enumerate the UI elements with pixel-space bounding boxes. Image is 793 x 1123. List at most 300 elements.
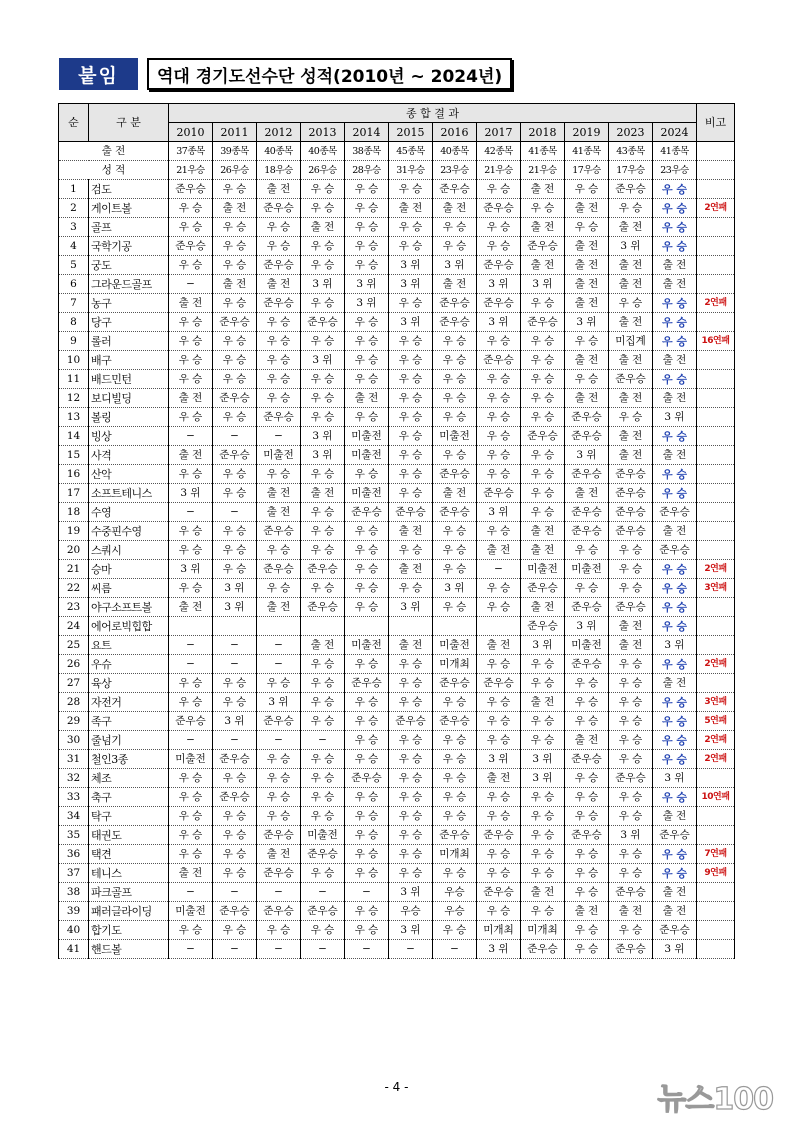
table-row bbox=[59, 940, 735, 959]
result-cell: 3 위 bbox=[653, 940, 697, 959]
result-cell: 3 위 bbox=[301, 351, 345, 370]
note-cell bbox=[697, 351, 735, 370]
result-cell: 출 전 bbox=[257, 598, 301, 617]
result-cell: 우 승 bbox=[213, 484, 257, 503]
result-cell: 우 승 bbox=[653, 598, 697, 617]
result-cell: 우 승 bbox=[169, 541, 213, 560]
result-cell: 우 승 bbox=[301, 864, 345, 883]
result-cell: 우 승 bbox=[345, 218, 389, 237]
event-name: 농구 bbox=[89, 294, 169, 313]
result-cell bbox=[213, 617, 257, 636]
result-cell: 우 승 bbox=[213, 408, 257, 427]
result-cell: 우 승 bbox=[389, 484, 433, 503]
result-cell: 준우승 bbox=[653, 826, 697, 845]
rank-cell: 25 bbox=[59, 636, 89, 655]
result-cell: 준우승 bbox=[653, 541, 697, 560]
result-cell: 준우승 bbox=[565, 427, 609, 446]
result-cell: 준우승 bbox=[301, 560, 345, 579]
year-header: 2012 bbox=[257, 123, 301, 142]
result-cell: 우 승 bbox=[565, 693, 609, 712]
result-cell: 출 전 bbox=[301, 484, 345, 503]
result-cell: 우 승 bbox=[257, 769, 301, 788]
rank-cell: 3 bbox=[59, 218, 89, 237]
result-cell: 우 승 bbox=[565, 218, 609, 237]
result-cell: 우 승 bbox=[389, 826, 433, 845]
result-cell: 출 전 bbox=[389, 199, 433, 218]
result-cell: 출 전 bbox=[521, 218, 565, 237]
rank-cell: 13 bbox=[59, 408, 89, 427]
result-cell: 우 승 bbox=[477, 902, 521, 921]
result-cell: 우 승 bbox=[521, 845, 565, 864]
result-cell: 우 승 bbox=[301, 294, 345, 313]
note-header: 비고 bbox=[697, 104, 735, 142]
event-name: 당구 bbox=[89, 313, 169, 332]
result-cell: 3 위 bbox=[565, 617, 609, 636]
note-cell bbox=[697, 161, 735, 180]
result-cell: 출 전 bbox=[521, 883, 565, 902]
result-cell: − bbox=[169, 655, 213, 674]
result-cell: − bbox=[389, 940, 433, 959]
result-cell: 준우승 bbox=[257, 256, 301, 275]
result-cell: 우 승 bbox=[433, 750, 477, 769]
result-cell: 우 승 bbox=[565, 769, 609, 788]
result-cell: 3 위 bbox=[301, 427, 345, 446]
result-cell: 준우승 bbox=[257, 902, 301, 921]
result-cell: 우 승 bbox=[213, 256, 257, 275]
result-cell: 출 전 bbox=[609, 275, 653, 294]
rank-cell: 35 bbox=[59, 826, 89, 845]
result-cell: 우 승 bbox=[521, 351, 565, 370]
result-cell: 준우승 bbox=[565, 750, 609, 769]
event-name: 합기도 bbox=[89, 921, 169, 940]
result-cell: 준우승 bbox=[653, 503, 697, 522]
note-cell bbox=[697, 237, 735, 256]
event-name: 수영 bbox=[89, 503, 169, 522]
result-cell: − bbox=[169, 427, 213, 446]
result-cell: 우 승 bbox=[345, 541, 389, 560]
result-cell: 준우승 bbox=[565, 408, 609, 427]
result-cell: 우 승 bbox=[389, 674, 433, 693]
result-cell: 우 승 bbox=[477, 389, 521, 408]
event-name: 그라운드골프 bbox=[89, 275, 169, 294]
result-cell: 준우승 bbox=[345, 503, 389, 522]
result-cell: 우 승 bbox=[389, 427, 433, 446]
result-cell: 우 승 bbox=[389, 294, 433, 313]
result-cell: 우 승 bbox=[433, 598, 477, 617]
result-cell: 우 승 bbox=[565, 921, 609, 940]
result-cell: 우 승 bbox=[565, 940, 609, 959]
result-cell: 우 승 bbox=[169, 522, 213, 541]
result-cell: 출 전 bbox=[257, 503, 301, 522]
result-cell: 준우승 bbox=[477, 674, 521, 693]
result-cell: 출 전 bbox=[169, 864, 213, 883]
result-cell: 출 전 bbox=[653, 275, 697, 294]
result-cell: 우 승 bbox=[565, 332, 609, 351]
result-cell: 준우승 bbox=[257, 712, 301, 731]
result-cell: 출 전 bbox=[433, 484, 477, 503]
result-cell: 출 전 bbox=[653, 389, 697, 408]
result-cell: 준우승 bbox=[609, 940, 653, 959]
rank-cell: 8 bbox=[59, 313, 89, 332]
result-cell: 우 승 bbox=[257, 389, 301, 408]
result-cell: − bbox=[213, 731, 257, 750]
result-cell: 우 승 bbox=[521, 484, 565, 503]
note-cell: 2연패 bbox=[697, 731, 735, 750]
result-cell: 우 승 bbox=[213, 864, 257, 883]
result-cell: 출 전 bbox=[257, 275, 301, 294]
result-cell: − bbox=[301, 883, 345, 902]
result-cell: − bbox=[213, 503, 257, 522]
result-cell: 우 승 bbox=[345, 788, 389, 807]
result-cell: 우 승 bbox=[609, 408, 653, 427]
result-cell: 우 승 bbox=[213, 351, 257, 370]
result-cell: 준우승 bbox=[565, 826, 609, 845]
result-cell: 우 승 bbox=[389, 788, 433, 807]
result-cell: 출 전 bbox=[565, 731, 609, 750]
table-row bbox=[59, 446, 735, 465]
result-cell: − bbox=[169, 275, 213, 294]
event-name: 택견 bbox=[89, 845, 169, 864]
result-cell: 준우승 bbox=[477, 883, 521, 902]
table-row bbox=[59, 180, 735, 199]
result-cell: 3 위 bbox=[609, 826, 653, 845]
note-cell: 2연패 bbox=[697, 560, 735, 579]
note-cell bbox=[697, 617, 735, 636]
result-cell: 우 승 bbox=[433, 351, 477, 370]
event-name: 육상 bbox=[89, 674, 169, 693]
result-cell: 출 전 bbox=[609, 427, 653, 446]
result-cell: 3 위 bbox=[477, 750, 521, 769]
result-cell: − bbox=[169, 940, 213, 959]
note-cell: 5연패 bbox=[697, 712, 735, 731]
result-cell: 우 승 bbox=[609, 788, 653, 807]
result-cell: 우 승 bbox=[345, 579, 389, 598]
result-cell: 미개최 bbox=[521, 921, 565, 940]
result-cell: − bbox=[301, 731, 345, 750]
table-row bbox=[59, 712, 735, 731]
result-cell: − bbox=[477, 560, 521, 579]
entries-cell: 45종목 bbox=[389, 142, 433, 161]
table-row bbox=[59, 674, 735, 693]
result-cell: 우 승 bbox=[521, 370, 565, 389]
result-cell: 우 승 bbox=[609, 807, 653, 826]
rank-cell: 40 bbox=[59, 921, 89, 940]
rank-cell: 29 bbox=[59, 712, 89, 731]
result-cell: 우 승 bbox=[653, 218, 697, 237]
result-cell: 우 승 bbox=[213, 370, 257, 389]
event-name: 파크골프 bbox=[89, 883, 169, 902]
result-cell: 3 위 bbox=[521, 769, 565, 788]
event-name: 궁도 bbox=[89, 256, 169, 275]
result-cell: 출 전 bbox=[565, 275, 609, 294]
result-cell: 우 승 bbox=[257, 332, 301, 351]
result-cell: 우 승 bbox=[213, 921, 257, 940]
result-cell: 우 승 bbox=[389, 731, 433, 750]
result-cell: 출 전 bbox=[609, 636, 653, 655]
event-name: 배구 bbox=[89, 351, 169, 370]
result-cell: 우 승 bbox=[521, 446, 565, 465]
event-name: 태권도 bbox=[89, 826, 169, 845]
result-cell: 출 전 bbox=[389, 560, 433, 579]
table-row bbox=[59, 579, 735, 598]
result-cell: 우 승 bbox=[433, 864, 477, 883]
result-cell: 우 승 bbox=[477, 788, 521, 807]
result-cell: 우 승 bbox=[345, 807, 389, 826]
result-cell: 준우승 bbox=[477, 256, 521, 275]
event-name: 보디빌딩 bbox=[89, 389, 169, 408]
event-name: 검도 bbox=[89, 180, 169, 199]
result-cell: 3 위 bbox=[301, 275, 345, 294]
result-cell: 우 승 bbox=[169, 332, 213, 351]
result-cell: 우 승 bbox=[477, 598, 521, 617]
note-cell bbox=[697, 256, 735, 275]
result-cell: 준우승 bbox=[521, 237, 565, 256]
result-cell: 우 승 bbox=[477, 180, 521, 199]
rank-cell: 1 bbox=[59, 180, 89, 199]
result-cell: 출 전 bbox=[257, 484, 301, 503]
result-cell: 미출전 bbox=[345, 427, 389, 446]
result-cell: 준우승 bbox=[609, 769, 653, 788]
result-cell: 우 승 bbox=[433, 332, 477, 351]
result-cell: 우승 bbox=[433, 902, 477, 921]
result-cell: 우 승 bbox=[653, 427, 697, 446]
note-cell: 10연패 bbox=[697, 788, 735, 807]
table-row bbox=[59, 731, 735, 750]
result-cell: 우 승 bbox=[653, 313, 697, 332]
result-cell: 준우승 bbox=[213, 788, 257, 807]
result-cell: 3 위 bbox=[389, 256, 433, 275]
result-cell: 출 전 bbox=[389, 636, 433, 655]
result-cell: 우 승 bbox=[609, 294, 653, 313]
result-cell: 준우승 bbox=[213, 389, 257, 408]
year-header: 2010 bbox=[169, 123, 213, 142]
result-cell: 우 승 bbox=[345, 237, 389, 256]
event-name: 롤러 bbox=[89, 332, 169, 351]
result-cell: 우 승 bbox=[345, 902, 389, 921]
result-cell: 준우승 bbox=[301, 845, 345, 864]
result-cell: 우 승 bbox=[653, 579, 697, 598]
result-cell: 준우승 bbox=[653, 921, 697, 940]
result-cell: 우 승 bbox=[653, 484, 697, 503]
results-table bbox=[58, 103, 735, 959]
event-name: 사격 bbox=[89, 446, 169, 465]
result-cell: 우 승 bbox=[301, 769, 345, 788]
entries-cell: 41종목 bbox=[521, 142, 565, 161]
rank-cell: 19 bbox=[59, 522, 89, 541]
result-cell: 우 승 bbox=[389, 218, 433, 237]
result-cell: 준우승 bbox=[169, 237, 213, 256]
result-cell: 우 승 bbox=[257, 313, 301, 332]
result-cell: − bbox=[257, 427, 301, 446]
note-cell bbox=[697, 408, 735, 427]
result-cell: 우 승 bbox=[433, 921, 477, 940]
rank-header: 순 bbox=[59, 104, 89, 142]
result-cell: 준우승 bbox=[521, 579, 565, 598]
result-cell: 우 승 bbox=[213, 826, 257, 845]
result-cell: 우 승 bbox=[213, 294, 257, 313]
result-cell: 우 승 bbox=[521, 408, 565, 427]
document-title: 역대 경기도선수단 성적(2010년 ~ 2024년) bbox=[147, 58, 512, 90]
result-cell: 출 전 bbox=[609, 446, 653, 465]
result-cell: 준우승 bbox=[345, 674, 389, 693]
result-cell: 준우승 bbox=[609, 370, 653, 389]
result-cell: 준우승 bbox=[609, 598, 653, 617]
result-cell: 우 승 bbox=[213, 807, 257, 826]
result-cell: 우 승 bbox=[389, 370, 433, 389]
note-cell bbox=[697, 218, 735, 237]
year-header: 2011 bbox=[213, 123, 257, 142]
table-row bbox=[59, 560, 735, 579]
result-cell: 3 위 bbox=[477, 313, 521, 332]
result-cell: 우 승 bbox=[301, 199, 345, 218]
results-cell: 21우승 bbox=[521, 161, 565, 180]
result-cell: 우 승 bbox=[521, 332, 565, 351]
event-name: 자전거 bbox=[89, 693, 169, 712]
result-cell: 우 승 bbox=[389, 693, 433, 712]
result-cell: 우 승 bbox=[345, 408, 389, 427]
rank-cell: 7 bbox=[59, 294, 89, 313]
result-cell: − bbox=[345, 940, 389, 959]
result-cell: 우 승 bbox=[345, 522, 389, 541]
entries-cell: 38종목 bbox=[345, 142, 389, 161]
attachment-badge: 붙임 bbox=[59, 58, 138, 90]
event-name: 게이트볼 bbox=[89, 199, 169, 218]
result-cell: 우 승 bbox=[477, 446, 521, 465]
result-cell: 우 승 bbox=[653, 845, 697, 864]
result-cell: 3 위 bbox=[169, 484, 213, 503]
result-cell: 출 전 bbox=[345, 389, 389, 408]
note-cell: 16연패 bbox=[697, 332, 735, 351]
result-cell: − bbox=[213, 655, 257, 674]
result-cell: − bbox=[213, 636, 257, 655]
result-cell: 우 승 bbox=[609, 712, 653, 731]
result-cell: 3 위 bbox=[433, 579, 477, 598]
result-cell: 우 승 bbox=[477, 218, 521, 237]
note-cell: 2연패 bbox=[697, 199, 735, 218]
result-cell: 우 승 bbox=[433, 237, 477, 256]
result-cell: 준우승 bbox=[477, 351, 521, 370]
result-cell: 출 전 bbox=[257, 845, 301, 864]
rank-cell: 17 bbox=[59, 484, 89, 503]
result-cell: 3 위 bbox=[521, 750, 565, 769]
result-cell: 우 승 bbox=[477, 522, 521, 541]
event-name: 씨름 bbox=[89, 579, 169, 598]
result-cell: 미출전 bbox=[433, 427, 477, 446]
result-cell: 우 승 bbox=[345, 351, 389, 370]
result-cell: 우 승 bbox=[521, 826, 565, 845]
result-cell: 우 승 bbox=[477, 731, 521, 750]
result-cell: 우 승 bbox=[213, 522, 257, 541]
result-cell: 우 승 bbox=[653, 332, 697, 351]
table-row bbox=[59, 788, 735, 807]
event-name: 족구 bbox=[89, 712, 169, 731]
results-cell: 17우승 bbox=[609, 161, 653, 180]
note-cell bbox=[697, 940, 735, 959]
result-cell: 우 승 bbox=[389, 541, 433, 560]
rank-cell: 11 bbox=[59, 370, 89, 389]
table-row bbox=[59, 636, 735, 655]
result-cell: 우 승 bbox=[389, 446, 433, 465]
result-cell: 출 전 bbox=[609, 389, 653, 408]
result-cell: 우승 bbox=[433, 883, 477, 902]
result-cell: 준우승 bbox=[213, 446, 257, 465]
note-cell bbox=[697, 883, 735, 902]
result-cell: 우 승 bbox=[213, 845, 257, 864]
year-header: 2018 bbox=[521, 123, 565, 142]
note-cell bbox=[697, 446, 735, 465]
table-row bbox=[59, 655, 735, 674]
result-cell: 3 위 bbox=[653, 769, 697, 788]
result-cell: 우 승 bbox=[301, 579, 345, 598]
result-cell: 우 승 bbox=[521, 294, 565, 313]
entries-label: 출 전 bbox=[59, 142, 169, 161]
result-cell: 준우승 bbox=[609, 465, 653, 484]
result-cell: 우 승 bbox=[345, 826, 389, 845]
rank-cell: 27 bbox=[59, 674, 89, 693]
result-cell: 우 승 bbox=[477, 693, 521, 712]
result-cell: 출 전 bbox=[521, 693, 565, 712]
result-cell: 우 승 bbox=[345, 921, 389, 940]
table-row bbox=[59, 408, 735, 427]
note-cell bbox=[697, 902, 735, 921]
result-cell: 우 승 bbox=[389, 465, 433, 484]
rank-cell: 12 bbox=[59, 389, 89, 408]
result-cell: 3 위 bbox=[169, 560, 213, 579]
note-cell bbox=[697, 465, 735, 484]
result-cell: 우 승 bbox=[565, 180, 609, 199]
result-cell: 우 승 bbox=[345, 313, 389, 332]
table-row bbox=[59, 484, 735, 503]
result-cell: 우 승 bbox=[301, 180, 345, 199]
result-cell: 우 승 bbox=[301, 788, 345, 807]
results-cell: 23우승 bbox=[433, 161, 477, 180]
result-cell: 우 승 bbox=[345, 693, 389, 712]
note-cell bbox=[697, 522, 735, 541]
result-cell: 우 승 bbox=[653, 617, 697, 636]
result-cell: 우 승 bbox=[609, 750, 653, 769]
result-cell: 우 승 bbox=[609, 655, 653, 674]
result-cell: 우 승 bbox=[169, 826, 213, 845]
result-cell: 준우승 bbox=[565, 598, 609, 617]
result-cell: − bbox=[257, 883, 301, 902]
result-cell: 우 승 bbox=[169, 313, 213, 332]
result-cell: 우 승 bbox=[345, 370, 389, 389]
result-cell: 미개최 bbox=[477, 921, 521, 940]
result-cell: 우 승 bbox=[213, 541, 257, 560]
result-cell: 우 승 bbox=[301, 921, 345, 940]
result-cell: 준우승 bbox=[433, 826, 477, 845]
entries-cell: 43종목 bbox=[609, 142, 653, 161]
result-cell: 우 승 bbox=[565, 845, 609, 864]
result-cell: 우 승 bbox=[565, 541, 609, 560]
results-cell: 17우승 bbox=[565, 161, 609, 180]
rank-cell: 22 bbox=[59, 579, 89, 598]
result-cell: 준우승 bbox=[565, 655, 609, 674]
event-name: 배드민턴 bbox=[89, 370, 169, 389]
result-cell: 준우승 bbox=[433, 313, 477, 332]
result-cell: 우 승 bbox=[389, 389, 433, 408]
result-cell: − bbox=[213, 940, 257, 959]
result-cell: 우 승 bbox=[609, 693, 653, 712]
results-cell: 18우승 bbox=[257, 161, 301, 180]
result-cell: 3 위 bbox=[389, 883, 433, 902]
table-row bbox=[59, 218, 735, 237]
event-name: 스쿼시 bbox=[89, 541, 169, 560]
entries-cell: 40종목 bbox=[301, 142, 345, 161]
result-cell: 3 위 bbox=[345, 275, 389, 294]
result-cell: 출 전 bbox=[565, 294, 609, 313]
result-cell: 준우승 bbox=[609, 522, 653, 541]
